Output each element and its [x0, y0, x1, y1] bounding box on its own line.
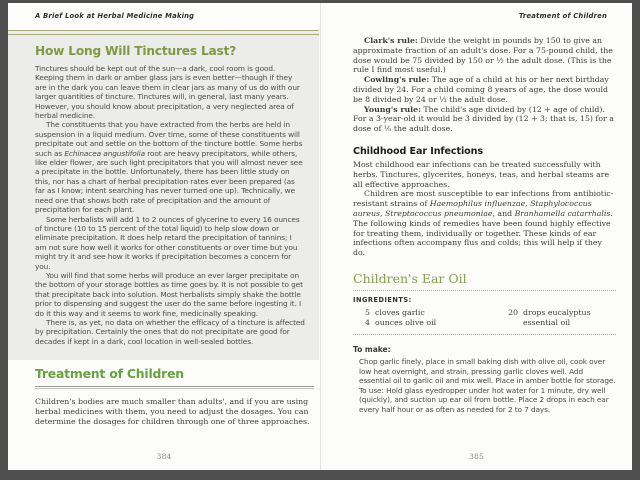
ear-p2-sep-3: , and: [492, 208, 515, 218]
tinctures-paragraph-1: Tinctures should be kept out of the sun—a dark, cool room is good. Keeping them in dark or amber glass jars is even better—though if they are in the dark you can leave them in clear jars as many of us do with our larger quantities of tincture. Tinctures will, in general, last many years. However, you should know about precipitation, a very neglected area of herbal medicine.: [35, 64, 300, 121]
tinctures-sidebar-box: [8, 30, 319, 360]
recipe-title: Children's Ear Oil: [353, 270, 467, 286]
right-page-column: [353, 36, 616, 414]
tinctures-paragraph-4: You will find that some herbs will produce an ever larger precipitate on the bottom of your storage bottles as time goes by. It is not possible to get that precipitate back into solution. Most herbalists simply shake the bottle prior to dispensing and suggest the user do the same before ingesting it. I do it this way and it seems to work fine, medicinally speaking.: [35, 270, 303, 318]
ingredients-column-1: [353, 308, 501, 328]
tinctures-paragraph-3: Some herbalists will add 1 to 2 ounces of glycerine to every 16 ounces of tincture (10 to 15 percent of the total liquid) to help slow down or eliminate precipitation. It does help retard the precipitation of tannins; I am not sure how well it works for other constituents or over time but you might try it and see how it works if precipitation becomes a concern for you.: [35, 214, 300, 271]
ear-p2-text-i: . The following kinds of remedies have been found highly effective for treating them, individually or together. These kinds of ear infections often accompany flus and colds; this will help if they do.: [353, 208, 613, 258]
to-make-label: To make:: [353, 345, 391, 355]
ingredients-list: [353, 308, 616, 328]
ingredient-qty: 5: [365, 307, 370, 317]
clarks-rule-paragraph: [353, 36, 616, 75]
latin-name-staphylococcus: Staphylococcus aureus: [353, 199, 592, 218]
treatment-intro-paragraph: Children's bodies are much smaller than adults', and if you are using herbal medicines with them, you need to adjust the dosages. You can determine the dosages for children through one of three approaches.: [35, 397, 310, 426]
youngs-rule-label: Young's rule:: [364, 104, 421, 114]
latin-name-haemophilus: Haemophilus influenzae: [429, 199, 526, 209]
book-spread: [8, 3, 632, 470]
gray-double-rule: [35, 386, 314, 389]
page-right: [320, 3, 632, 470]
cowlings-rule-paragraph: [353, 75, 616, 104]
treatment-of-children-section: [35, 366, 314, 427]
clarks-rule-label: Clark's rule:: [364, 36, 418, 45]
latin-name-branhamella: Branhamella catarrhalis: [514, 208, 611, 218]
ingredient-qty: 4: [365, 318, 370, 328]
dotted-rule-top: [353, 290, 616, 291]
ingredient-olive-oil: [353, 318, 501, 328]
to-make-instructions: Chop garlic finely, place in small baking dish with olive oil, cook over low heat overnight, and strain, pressing garlic cloves well. Add essential oil to garlic oil and mix well. Place in amber bottle for storage. To use: Hold glass eyedropper under hot water for 1 minute, dry well (quickly), and suction up ear oil from bottle. Place 2 drops in each ear every half hour or as often as needed for 2 to 7 days.: [359, 357, 616, 414]
tinctures-paragraph-2: [35, 120, 305, 214]
tinctures-p2-text-c: root are heavy precipitators, while others, like elder flower, are such light precipitators that you will almost never see a precipitate in the bottle. Unfortunately, there has been little study on this, nor has a chart of herbal precipitation rates ever been prepared (as far as I know; intent searching has never turned one up). Technically, we need one that shows both rate of precipitation and the amount of precipitation for each plant.: [35, 148, 303, 215]
tinctures-p2-text-a: The constituents that you have extracted from the herbs are held in suspension in a liquid medium. Over time, some of these constituents will precipitate out and settle on the bottom of the tincture bottle. Some herbs such as: [35, 120, 303, 158]
ingredients-label: INGREDIENTS:: [353, 295, 412, 304]
ear-p2-sep-1: ,: [525, 199, 531, 209]
youngs-rule-paragraph: [353, 105, 616, 134]
ingredient-item: drops eucalyptus essential oil: [523, 307, 591, 328]
ingredient-item: cloves garlic: [375, 307, 425, 317]
tinctures-box-content: [8, 35, 319, 346]
page-number-left: 384: [156, 452, 172, 461]
tinctures-box-title: How Long Will Tinctures Last?: [35, 44, 237, 58]
cowlings-rule-label: Cowling's rule:: [364, 75, 430, 85]
ear-infections-heading: Childhood Ear Infections: [353, 145, 484, 157]
tinctures-paragraph-5: There is, as yet, no data on whether the efficacy of a tincture is affected by precipitation. Certainly the ones that do not precipitate are good for decades if kept in a dark, cool location in well-sealed bottles.: [35, 317, 305, 346]
ear-p2-text-a: Children are most susceptible to ear infections from antibiotic-resistant strains of: [353, 189, 614, 209]
running-head-left: A Brief Look at Herbal Medicine Making: [35, 12, 195, 20]
dotted-rule-bottom: [353, 334, 616, 335]
cowlings-rule-text: The age of a child at his or her next birthday divided by 24. For a child coming 8 years of age, the dose would be 8 divided by 24 or ⅓ the adult dose.: [353, 75, 609, 104]
ear-infections-paragraph-2: [353, 189, 616, 258]
youngs-rule-text: The child's age divided by (12 + age of child). For a 3-year-old it would be 3 divided by (12 + 3; that is, 15) for a dose of ⅕ the adult dose.: [353, 104, 614, 134]
latin-name-echinacea: Echinacea angustifolia: [64, 148, 145, 158]
ear-infections-paragraph-1: Most childhood ear infections can be treated successfully with herbs. Tinctures, glycerites, honeys, teas, and herbal steams are all effective approaches.: [353, 159, 610, 189]
ear-p2-sep-2: ,: [380, 208, 386, 218]
page-number-right: 385: [469, 452, 484, 461]
latin-name-streptococcus: Streptococcus pneumoniae: [385, 208, 493, 218]
ingredient-garlic: [353, 308, 501, 318]
treatment-section-title: Treatment of Children: [35, 366, 184, 381]
clarks-rule-text: Divide the weight in pounds by 150 to give an approximate fraction of an adult's dose. For a 75-pound child, the dose would be 75 divided by 150 or ½ the adult dose. (This is the rule I find most useful.): [353, 36, 613, 75]
page-left: [8, 3, 320, 470]
ingredient-qty: 20: [508, 307, 518, 317]
ingredient-item: ounces olive oil: [375, 318, 437, 328]
running-head-right: Treatment of Children: [518, 12, 607, 20]
ingredients-column-2: [501, 308, 611, 328]
ingredient-eucalyptus: [501, 308, 611, 328]
